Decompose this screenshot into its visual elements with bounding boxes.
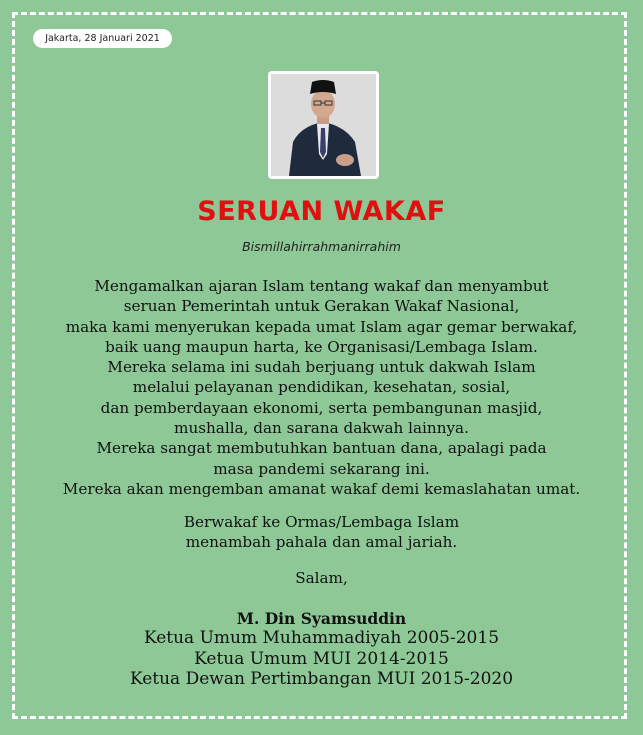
body-line: masa pandemi sekarang ini. [213,459,430,478]
body-line: Mereka sangat membutuhkan bantuan dana, apalagi pada [96,439,547,458]
salam-text: Salam, [295,569,348,587]
signer-role: Ketua Umum MUI 2014-2015 [194,648,449,669]
portrait-photo [268,71,379,179]
body-line: melalui pelayanan pendidikan, kesehatan, sosial, [132,378,511,397]
signer-name: M. Din Syamsuddin [236,609,407,628]
body-line: dan pemberdayaan ekonomi, serta pembangunan masjid, [100,398,543,417]
body-line: maka kami menyerukan kepada umat Islam agar gemar berwakaf, [65,317,578,336]
closing-line: Berwakaf ke Ormas/Lembaga Islam [183,513,460,531]
closing-paragraph [20,512,623,553]
body-line: seruan Pemerintah untuk Gerakan Wakaf Nasional, [123,297,520,316]
closing-line: menambah pahala dan amal jariah. [185,533,458,552]
person-portrait-icon [271,74,376,176]
signer-role: Ketua Umum Muhammadiyah 2005-2015 [143,628,500,648]
signer-roles [0,628,643,690]
signer-role: Ketua Dewan Pertimbangan MUI 2015-2020 [129,669,514,689]
body-line: Mereka akan mengemban amanat wakaf demi kemaslahatan umat. [62,479,581,498]
body-line: mushalla, dan sarana dakwah lainnya. [174,419,469,438]
body-paragraph [20,276,623,499]
body-line: Mengamalkan ajaran Islam tentang wakaf dan menyambut [94,277,549,295]
body-line: Mereka selama ini sudah berjuang untuk dakwah Islam [107,358,536,377]
page-title: SERUAN WAKAF [197,196,446,227]
greeting-text: Bismillahirrahmanirrahim [242,239,401,254]
body-line: baik uang maupun harta, ke Organisasi/Lembaga Islam. [105,337,538,356]
portrait-image [271,74,376,176]
date-badge: Jakarta, 28 Januari 2021 [33,29,172,48]
